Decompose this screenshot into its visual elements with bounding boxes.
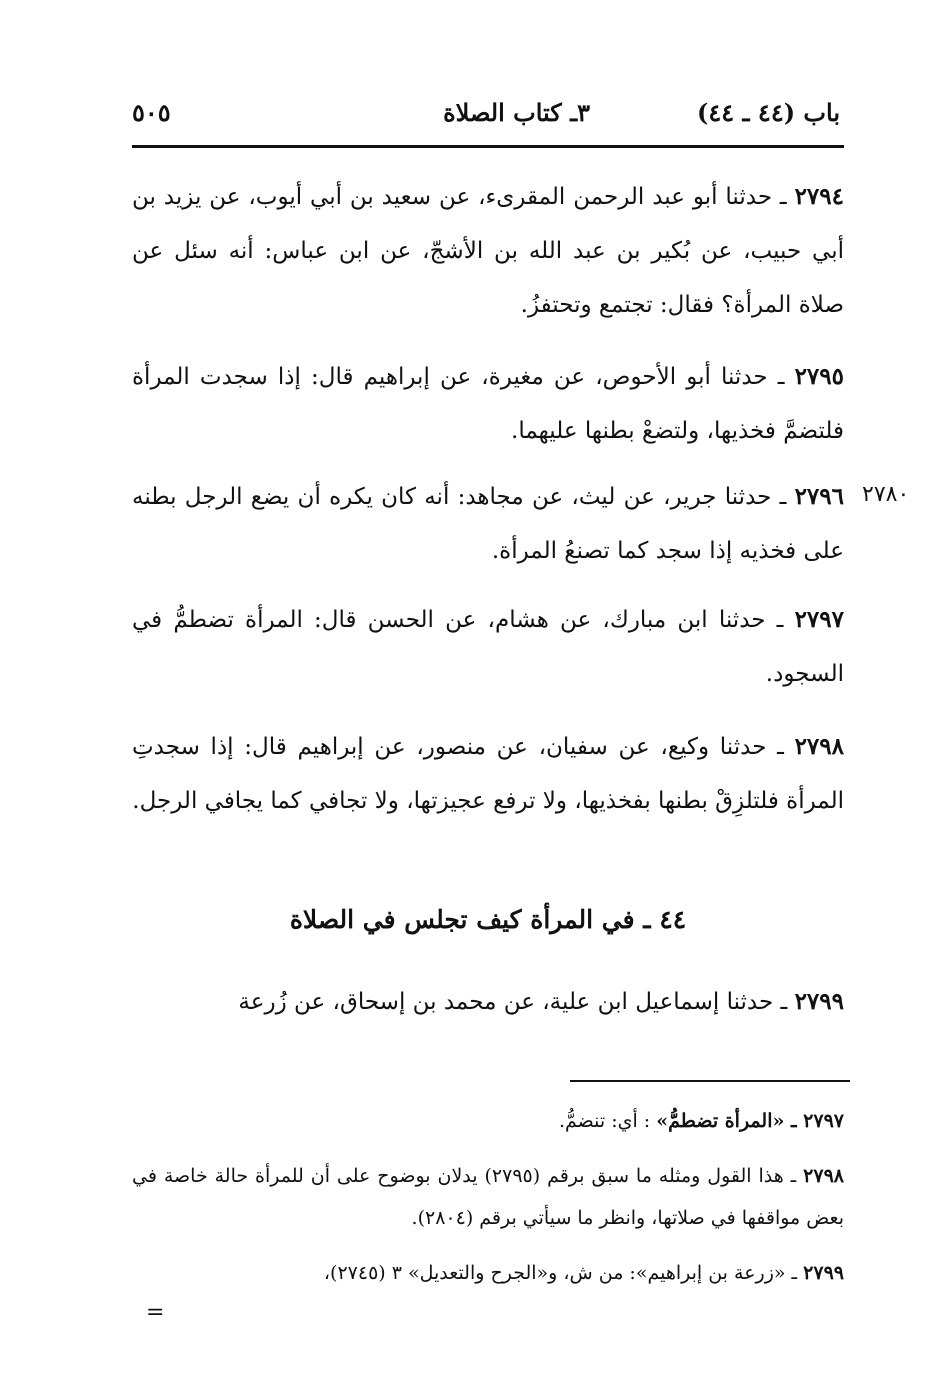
hadith-number: ٢٧٩٩ <box>794 988 844 1015</box>
hadith-text: ـ حدثنا وكيع، عن سفيان، عن منصور، عن إبراهيم قال: إذا سجدتِ المرأة فلتلزِقْ بطنها بفخذيها، ولا ترفع عجيزتها، ولا تجافي كما يجافي الرجل. <box>132 734 844 814</box>
header-chapter-title: ٣ـ كتاب الصلاة <box>443 98 590 127</box>
hadith-text: ـ حدثنا ابن مبارك، عن هشام، عن الحسن قال: المرأة تضطمُّ في السجود. <box>132 607 844 687</box>
continuation-mark: = <box>146 1300 165 1325</box>
footnote-text: ـ «زرعة بن إبراهيم»: من ش، و«الجرح والتعديل» ٣ (٢٧٤٥)، <box>323 1262 804 1284</box>
running-header <box>132 98 840 138</box>
hadith-paragraph-2794 <box>132 170 844 332</box>
hadith-text: ـ حدثنا إسماعيل ابن علية، عن محمد بن إسحاق، عن زُرعة <box>238 989 795 1015</box>
header-divider <box>132 145 844 148</box>
footnote-2799 <box>132 1252 844 1294</box>
hadith-number: ٢٧٩٧ <box>794 606 844 633</box>
footnote-2798 <box>132 1155 844 1239</box>
hadith-paragraph-2796 <box>132 470 844 578</box>
footnote-text: : أي: تنضمُّ. <box>558 1110 657 1132</box>
hadith-text: ـ حدثنا جرير، عن ليث، عن مجاهد: أنه كان يكره أن يضع الرجل بطنه على فخذيه إذا سجد كما تصنعُ المرأة. <box>132 484 844 564</box>
page-number: ٥٠٥ <box>132 98 171 127</box>
footnote-divider <box>570 1080 850 1082</box>
hadith-number: ٢٧٩٨ <box>794 733 844 760</box>
footnote-number: ٢٧٩٨ <box>803 1165 844 1187</box>
footnote-number: ٢٧٩٧ <box>803 1110 844 1132</box>
hadith-text: ـ حدثنا أبو الأحوص، عن مغيرة، عن إبراهيم قال: إذا سجدت المرأة فلتضمَّ فخذيها، ولتضعْ بطنها عليهما. <box>132 364 844 444</box>
hadith-paragraph-2795 <box>132 350 844 458</box>
footnote-2797 <box>132 1100 844 1142</box>
footnote-number: ٢٧٩٩ <box>803 1262 844 1284</box>
hadith-number: ٢٧٩٤ <box>794 183 844 210</box>
footnote-term: ـ «المرأة تضطمُّ» <box>656 1110 804 1132</box>
footnote-text: ـ هذا القول ومثله ما سبق برقم (٢٧٩٥) يدلان بوضوح على أن للمرأة حالة خاصة في بعض مواقفها في صلاتها، وانظر ما سيأتي برقم (٢٨٠٤). <box>132 1165 844 1229</box>
hadith-paragraph-2797 <box>132 593 844 701</box>
hadith-number: ٢٧٩٦ <box>794 483 844 510</box>
margin-reference-number: ٢٧٨٠ <box>862 482 910 507</box>
hadith-number: ٢٧٩٥ <box>794 363 844 390</box>
hadith-paragraph-2798 <box>132 720 844 828</box>
header-book-section: باب (٤٤ ـ ٤٤) <box>697 98 840 127</box>
hadith-paragraph-2799 <box>132 975 844 1029</box>
chapter-heading: ٤٤ ـ في المرأة كيف تجلس في الصلاة <box>289 905 687 934</box>
hadith-text: ـ حدثنا أبو عبد الرحمن المقرىء، عن سعيد بن أبي أيوب، عن يزيد بن أبي حبيب، عن بُكير بن عبد الله بن الأشجّ، عن ابن عباس: أنه سئل عن صلاة المرأة؟ فقال: تجتمع وتحتفزُ. <box>132 184 844 318</box>
